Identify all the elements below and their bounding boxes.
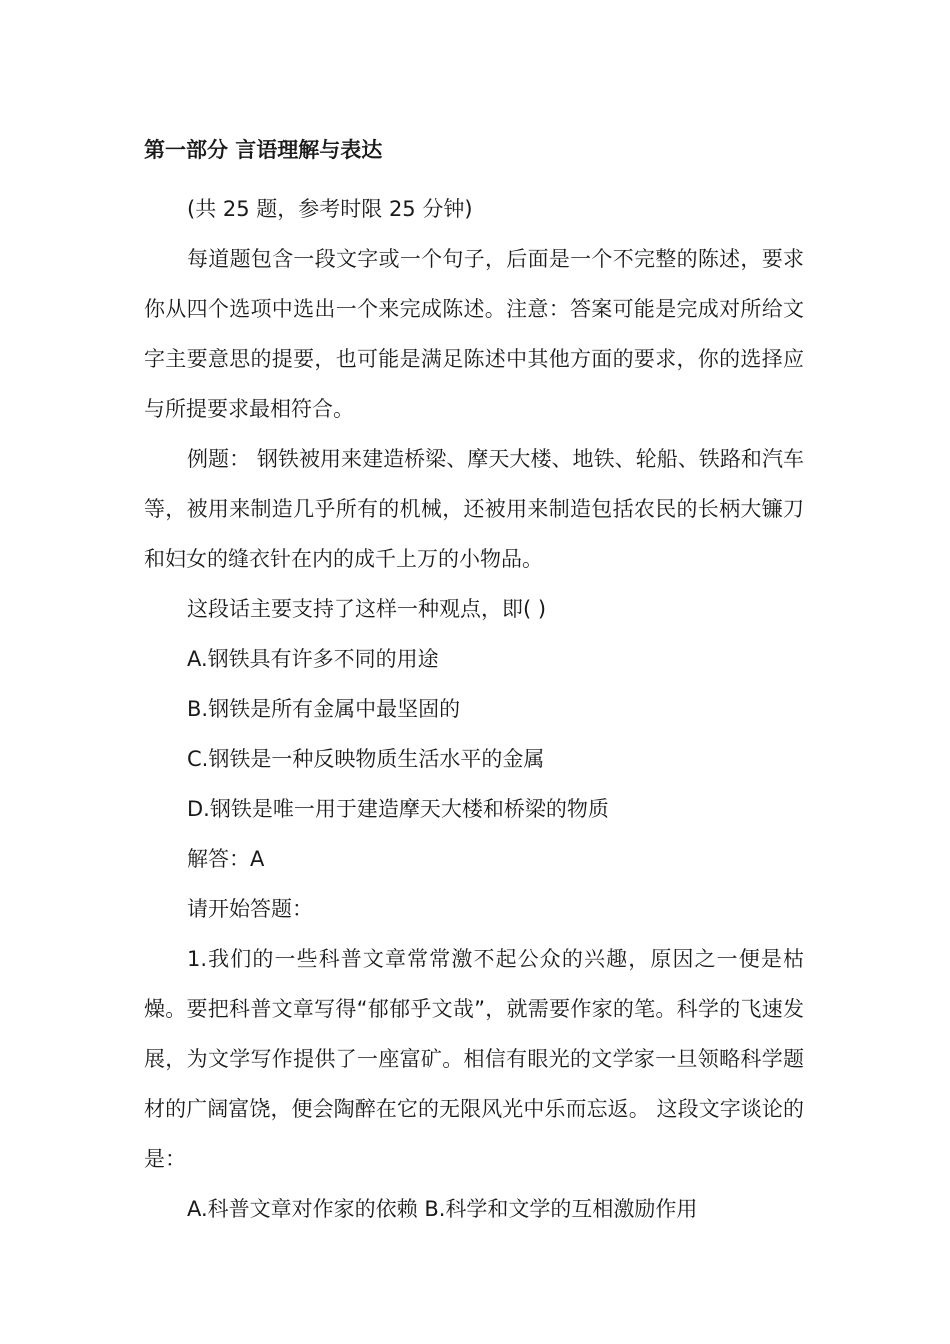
example-answer: 解答：A (187, 847, 265, 871)
section-subtitle: (共 25 题，参考时限 25 分钟) (187, 197, 473, 221)
example-option-b: B.钢铁是所有金属中最坚固的 (187, 697, 461, 721)
section-title: 第一部分 言语理解与表达 (144, 138, 383, 162)
example-option-a: A.钢铁具有许多不同的用途 (187, 647, 439, 671)
instructions-paragraph: 每道题包含一段文字或一个句子，后面是一个不完整的陈述，要求你从四个选项中选出一个来完成陈述。注意：答案可能是完成对所给文字主要意思的提要，也可能是满足陈述中其他方面的要求，你的选择应与所提要求最相符合。 (144, 247, 804, 421)
start-prompt: 请开始答题： (187, 897, 313, 921)
document-page (144, 134, 804, 1234)
example-option-c: C.钢铁是一种反映物质生活水平的金属 (187, 747, 545, 771)
example-passage: 例题： 钢铁被用来建造桥梁、摩天大楼、地铁、轮船、铁路和汽车等，被用来制造几乎所有的机械，还被用来制造包括农民的长柄大镰刀和妇女的缝衣针在内的成千上万的小物品。 (144, 447, 804, 571)
question-1-options: A.科普文章对作家的依赖 B.科学和文学的互相激励作用 (187, 1197, 698, 1221)
question-1-text: 1.我们的一些科普文章常常激不起公众的兴趣，原因之一便是枯燥。要把科普文章写得“郁郁乎文哉”，就需要作家的笔。科学的飞速发展，为文学写作提供了一座富矿。相信有眼光的文学家一旦领略科学题材的广阔富饶，便会陶醉在它的无限风光中乐而忘返。 这段文字谈论的是： (144, 947, 804, 1171)
example-option-d: D.钢铁是唯一用于建造摩天大楼和桥梁的物质 (187, 797, 609, 821)
example-question: 这段话主要支持了这样一种观点，即( ) (187, 597, 547, 621)
